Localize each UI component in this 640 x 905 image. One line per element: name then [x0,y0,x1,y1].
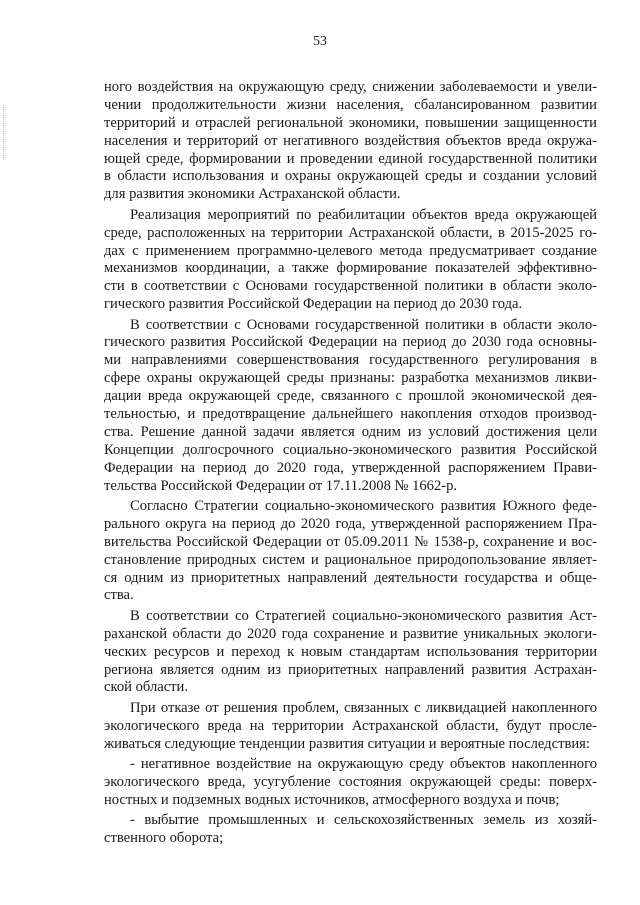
paragraph-line: дах с применением программно-целевого метода предусматривает создание [104,242,597,259]
paragraph [104,79,597,204]
paragraph [104,317,597,496]
paragraph-line: населения и территорий от негативного воздействия объектов вреда окружа- [104,132,597,149]
paragraph-line: рального округа на период до 2020 года, утвержденной распоряжением Пра- [104,515,597,532]
paragraph-line: среде, расположенных на территории Астраханской области, в 2015-2025 го- [104,224,597,241]
paragraph-line: гического развития Российской Федерации на период до 2030 года основны- [104,334,597,351]
paragraph-line: экологического вреда на территории Астраханской области, будут просле- [104,717,597,734]
paragraph-line: В соответствии со Стратегией социально-экономического развития Аст- [130,607,597,624]
paragraph-line: ственного оборота; [104,830,224,847]
paragraph-line: ми направлениями совершенствования государственного регулирования в [104,352,597,369]
paragraph-line: ся одним из приоритетных направлений деятельности государства и обще- [104,569,597,586]
paragraph-line: В соответствии с Основами государственной политики в области эколо- [130,316,597,333]
paragraph-line: ства. Решение данной задачи является одним из условий достижения цели [104,423,597,440]
paragraph-line: ного воздействия на окружающую среду, снижении заболеваемости и увели- [104,79,597,95]
paragraph-line: раханской области до 2020 года сохранение и развитие уникальных экологи- [104,625,597,642]
paragraph-line: региона является одним из приоритетных направлений развития Астрахан- [104,661,597,678]
paragraph-line: вительства Российской Федерации от 05.09.2011 № 1538-р, сохранение и вос- [104,533,597,550]
paragraph-line: тельства Российской Федерации от 17.11.2008 № 1662-р. [104,477,458,494]
body-text [104,79,597,848]
paragraph-line: сфере охраны окружающей среды признаны: разработка механизмов ликви- [104,370,597,387]
paragraph-line: ностных и подземных водных источников, атмосферного воздуха и почв; [104,791,560,808]
paragraph-line: гического развития Российской Федерации на период до 2030 года. [104,296,523,313]
paragraph-line: ства. [104,587,134,604]
paragraph-line: Согласно Стратегии социально-экономического развития Южного феде- [130,497,597,514]
paragraph-line: ской области. [104,679,189,696]
paragraph [104,700,597,754]
paragraph-line: в области использования и охраны окружающей среды и создании условий [104,168,597,185]
paragraph [104,756,597,810]
paragraph-line: чении продолжительности жизни населения, сбалансированном развитии [104,96,597,113]
page-number: 53 [313,34,327,49]
paragraph [104,812,597,848]
paragraph-line: живаться следующие тенденции развития ситуации и вероятные последствия: [104,735,590,752]
paragraph-line: дации вреда окружающей среде, связанного с прошлой экономической дея- [104,388,597,405]
paragraph-line: ющей среде, формировании и проведении единой государственной политики [104,150,597,167]
paragraph-line: экологического вреда, усугубление состояния окружающей среды: поверх- [104,773,597,790]
paragraph [104,498,597,605]
paragraph-line: становление природных систем и рациональное природопользование являет- [104,551,597,568]
paragraph-line: сти в соответствии с Основами государственной политики в области эколо- [104,278,597,295]
paragraph [104,608,597,697]
paragraph-line: При отказе от решения проблем, связанных с ликвидацией накопленного [130,699,597,716]
paragraph-line: для развития экономики Астраханской области. [104,186,401,203]
paragraph-line: - негативное воздействие на окружающую среду объектов накопленного [130,755,597,772]
paragraph-line: территорий и отраслей региональной экономики, повышении защищенности [104,114,597,131]
paragraph-line: Федерации на период до 2020 года, утвержденной распоряжением Прави- [104,459,597,476]
paragraph-line: ческих ресурсов и переход к новым стандартам использования территории [104,643,597,660]
paragraph-line: Реализация мероприятий по реабилитации объектов вреда окружающей [130,206,597,223]
scan-margin-mark [3,105,5,160]
paragraph-line: тельностью, и предотвращение дальнейшего накопления отходов производ- [104,406,597,423]
paragraph [104,207,597,314]
paragraph-line: Концепции долгосрочного социально-экономического развития Российской [104,441,597,458]
paragraph-line: механизмов координации, а также формирование показателей эффективно- [104,260,597,277]
paragraph-line: - выбытие промышленных и сельскохозяйственных земель из хозяй- [130,812,597,829]
